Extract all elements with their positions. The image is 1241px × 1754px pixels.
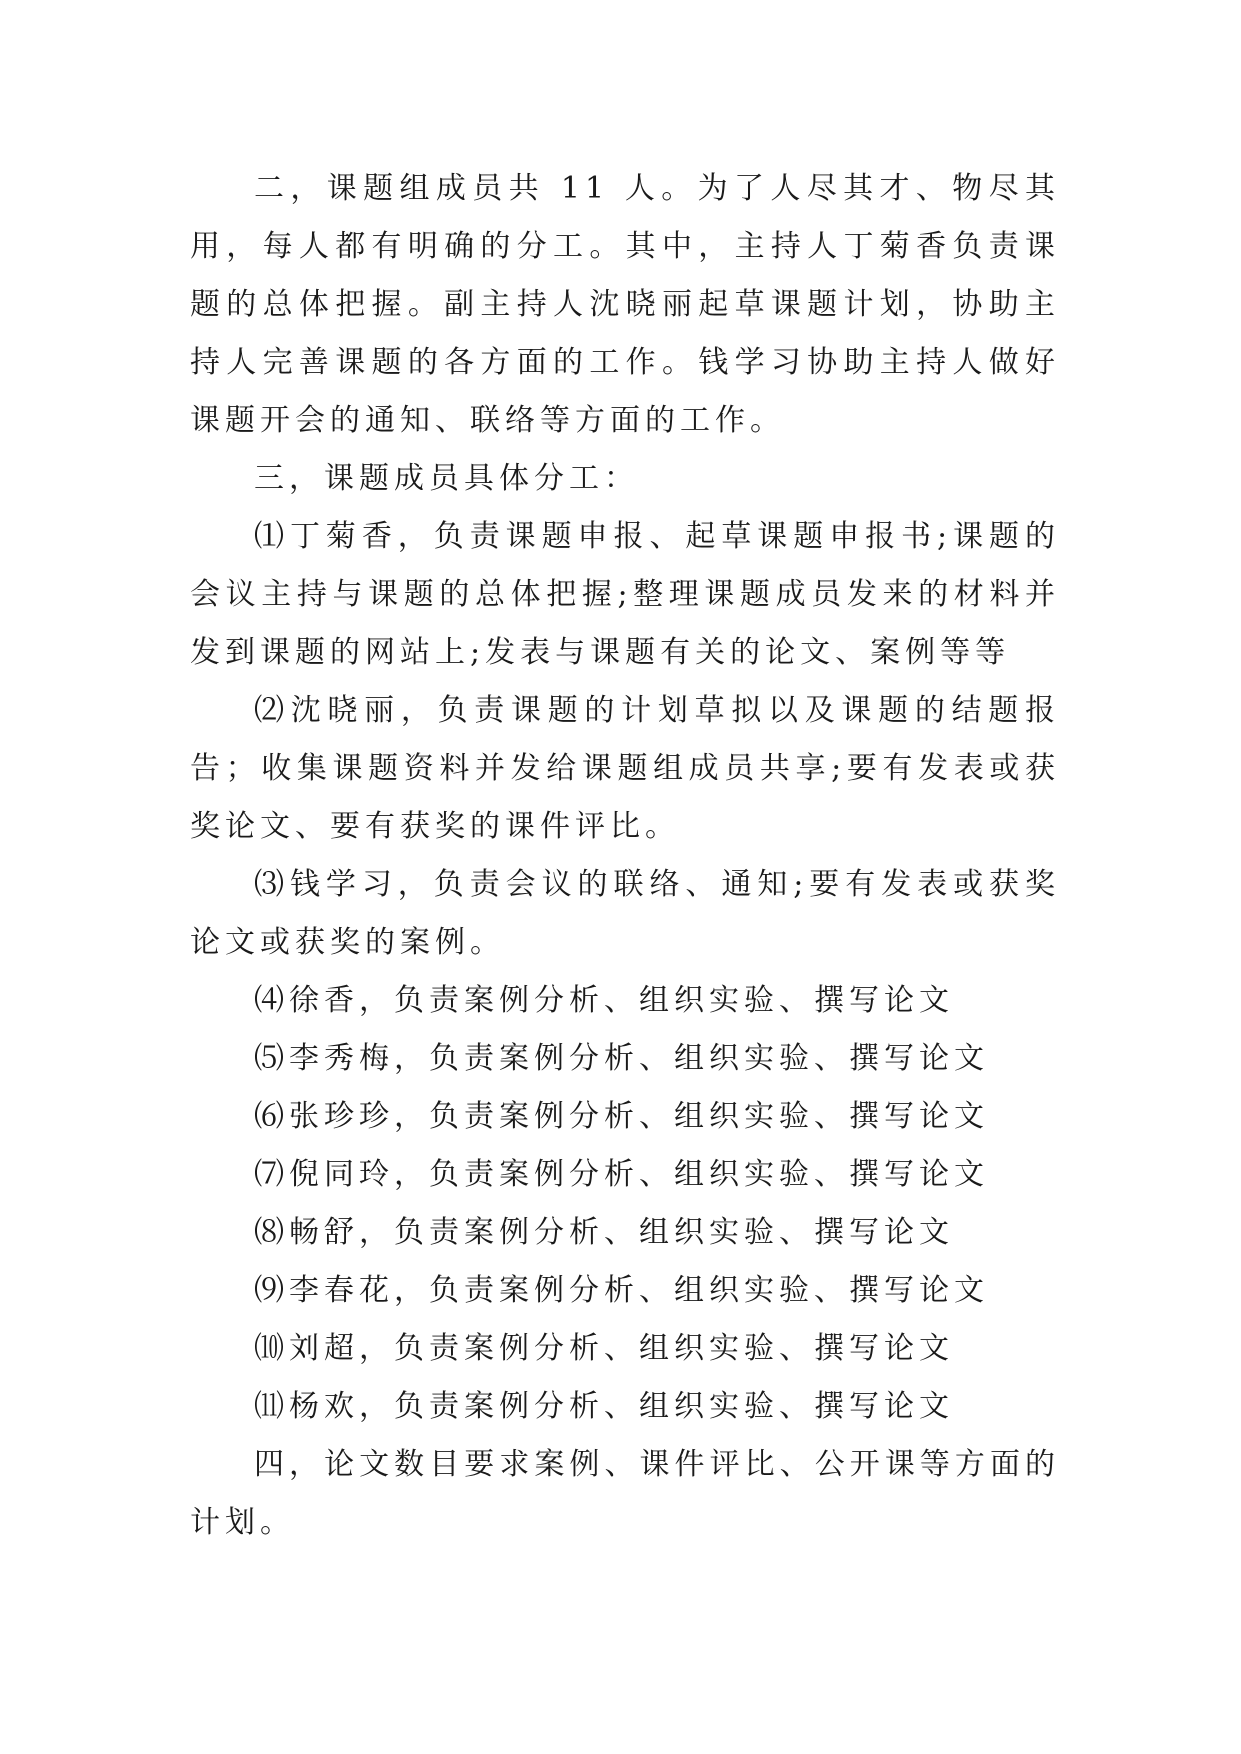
paragraph-section-four: 四，论文数目要求案例、课件评比、公开课等方面的计划。 bbox=[190, 1447, 1060, 1540]
paragraph-member-5: ⑸李秀梅，负责案例分析、组织实验、撰写论文 bbox=[254, 1041, 989, 1076]
paragraph-member-7: ⑺倪同玲，负责案例分析、组织实验、撰写论文 bbox=[254, 1157, 989, 1192]
paragraph-section-three-heading: 三，课题成员具体分工： bbox=[254, 461, 639, 496]
paragraph-member-8: ⑻畅舒，负责案例分析、组织实验、撰写论文 bbox=[254, 1215, 954, 1250]
paragraph-member-1: ⑴丁菊香，负责课题申报、起草课题申报书;课题的会议主持与课题的总体把握;整理课题成员发来的材料并发到课题的网站上;发表与课题有关的论文、案例等等 bbox=[190, 519, 1060, 670]
paragraph-member-10: ⑽刘超，负责案例分析、组织实验、撰写论文 bbox=[254, 1331, 954, 1366]
paragraph-member-6: ⑹张珍珍，负责案例分析、组织实验、撰写论文 bbox=[254, 1099, 989, 1134]
paragraph-member-11: ⑾杨欢，负责案例分析、组织实验、撰写论文 bbox=[254, 1389, 954, 1424]
paragraph-member-4: ⑷徐香，负责案例分析、组织实验、撰写论文 bbox=[254, 983, 954, 1018]
paragraph-team-overview: 二，课题组成员共 11 人。为了人尽其才、物尽其用，每人都有明确的分工。其中，主持人丁菊香负责课题的总体把握。副主持人沈晓丽起草课题计划，协助主持人完善课题的各方面的工作。钱学习协助主持人做好课题开会的通知、联络等方面的工作。 bbox=[190, 171, 1060, 438]
paragraph-member-3: ⑶钱学习，负责会议的联络、通知;要有发表或获奖论文或获奖的案例。 bbox=[190, 867, 1060, 960]
document-body bbox=[190, 160, 1060, 1552]
paragraph-member-9: ⑼李春花，负责案例分析、组织实验、撰写论文 bbox=[254, 1273, 989, 1308]
paragraph-member-2: ⑵沈晓丽，负责课题的计划草拟以及课题的结题报告；收集课题资料并发给课题组成员共享;要有发表或获奖论文、要有获奖的课件评比。 bbox=[190, 693, 1060, 844]
